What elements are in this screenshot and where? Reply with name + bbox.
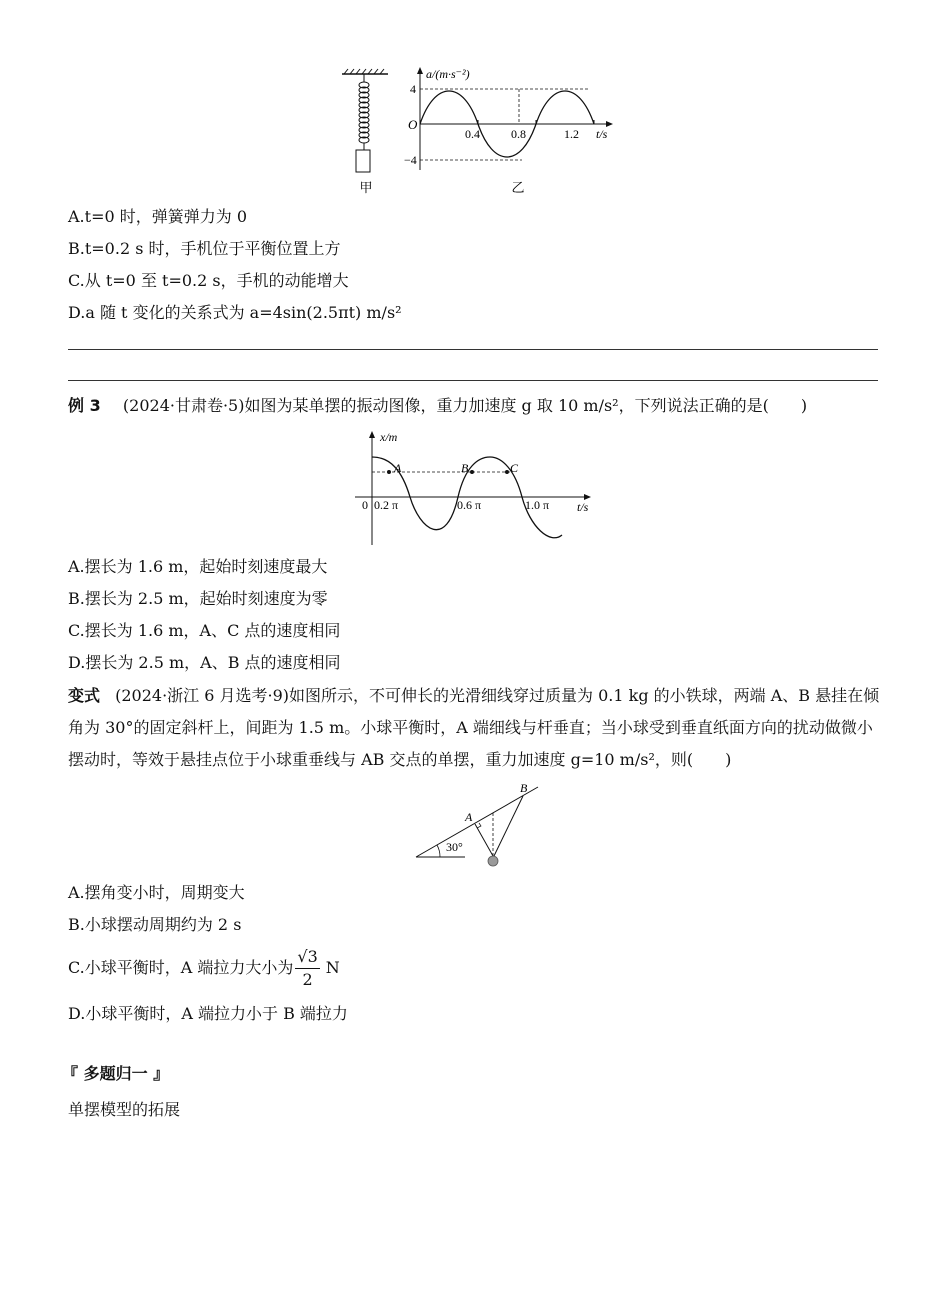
svg-text:0.8: 0.8: [511, 127, 526, 141]
point-c: [505, 470, 509, 474]
svg-text:B: B: [461, 461, 469, 475]
svg-text:0: 0: [362, 498, 368, 512]
q1-option-a: A.t=0 时，弹簧弹力为 0: [68, 207, 248, 226]
var-option-b: B.小球摆动周期约为 2 s: [68, 915, 242, 934]
svg-text:−4: −4: [404, 153, 417, 167]
fraction: $\frac{√3}{2}$: [297, 947, 318, 989]
q1-option-c: C.从 t=0 至 t=0.2 s，手机的动能增大: [68, 271, 349, 290]
svg-text:0.6 π: 0.6 π: [457, 498, 482, 512]
variant-stem: [68, 680, 880, 776]
variant-label: 变式: [68, 686, 101, 705]
example-3-text: (2024·甘肃卷·5)如图为某单摆的振动图像，重力加速度 g 取 10 m/s²，下列说法正确的是( ): [122, 396, 808, 415]
variant-text: (2024·浙江 6 月选考·9)如图所示，不可伸长的光滑细线穿过质量为 0.1 kg 的小铁球，两端 A、B 悬挂在倾角为 30°的固定斜杆上，间距为 1.5 m。小球平衡时，A 端细线与杆垂直；当小球受到垂直纸面方向的扰动做微小摆动时，等效于悬挂点位于小球重垂线与 AB 交点的单摆，重力加速度 g=10 m/s²，则( ): [68, 686, 880, 769]
figure-spring-graph: [330, 62, 620, 202]
ex3-option-b: B.摆长为 2.5 m，起始时刻速度为零: [68, 589, 328, 608]
answer-line: [68, 380, 878, 381]
svg-text:0.4: 0.4: [465, 127, 480, 141]
svg-text:1.0 π: 1.0 π: [525, 498, 550, 512]
ex3-option-c: C.摆长为 1.6 m，A、C 点的速度相同: [68, 621, 341, 640]
svg-text:A: A: [465, 810, 473, 824]
svg-text:A: A: [394, 461, 402, 475]
q1-option-d: D.a 随 t 变化的关系式为 a=4sin(2.5πt) m/s²: [68, 303, 402, 322]
spring-icon: [359, 74, 369, 150]
q1-option-b: B.t=0.2 s 时，手机位于平衡位置上方: [68, 239, 341, 258]
svg-text:t/s: t/s: [596, 127, 608, 141]
ex3-option-d: D.摆长为 2.5 m，A、B 点的速度相同: [68, 653, 341, 672]
figure-pendulum-graph: [350, 425, 600, 550]
svg-text:O: O: [408, 117, 418, 132]
svg-text:30°: 30°: [446, 840, 463, 854]
svg-text:t/s: t/s: [577, 500, 589, 514]
label-yi: 乙: [511, 180, 525, 195]
var-option-a: A.摆角变小时，周期变大: [68, 883, 245, 902]
section-heading: 『 多题归一 』: [62, 1064, 170, 1083]
section-subtitle: 单摆模型的拓展: [68, 1100, 181, 1119]
phone-block: [356, 150, 370, 172]
label-jia: 甲: [359, 180, 373, 195]
svg-text:a/(m·s⁻²): a/(m·s⁻²): [426, 67, 470, 81]
svg-text:x/m: x/m: [380, 430, 398, 444]
answer-line: [68, 349, 878, 350]
ball: [488, 856, 498, 866]
ex3-option-a: A.摆长为 1.6 m，起始时刻速度最大: [68, 557, 328, 576]
svg-text:B: B: [520, 781, 528, 795]
figure-incline: [410, 780, 550, 875]
var-option-c: C.小球平衡时，A 端拉力大小为 $\frac{√3}{2}$ N: [68, 947, 340, 989]
svg-text:C: C: [510, 461, 519, 475]
point-b: [470, 470, 474, 474]
example-label: 例 3: [68, 396, 101, 415]
example-3-stem: [68, 396, 807, 416]
var-option-d: D.小球平衡时，A 端拉力小于 B 端拉力: [68, 1004, 348, 1023]
svg-text:0.2 π: 0.2 π: [374, 498, 399, 512]
svg-text:1.2: 1.2: [564, 127, 579, 141]
svg-text:4: 4: [410, 82, 416, 96]
point-a: [387, 470, 391, 474]
